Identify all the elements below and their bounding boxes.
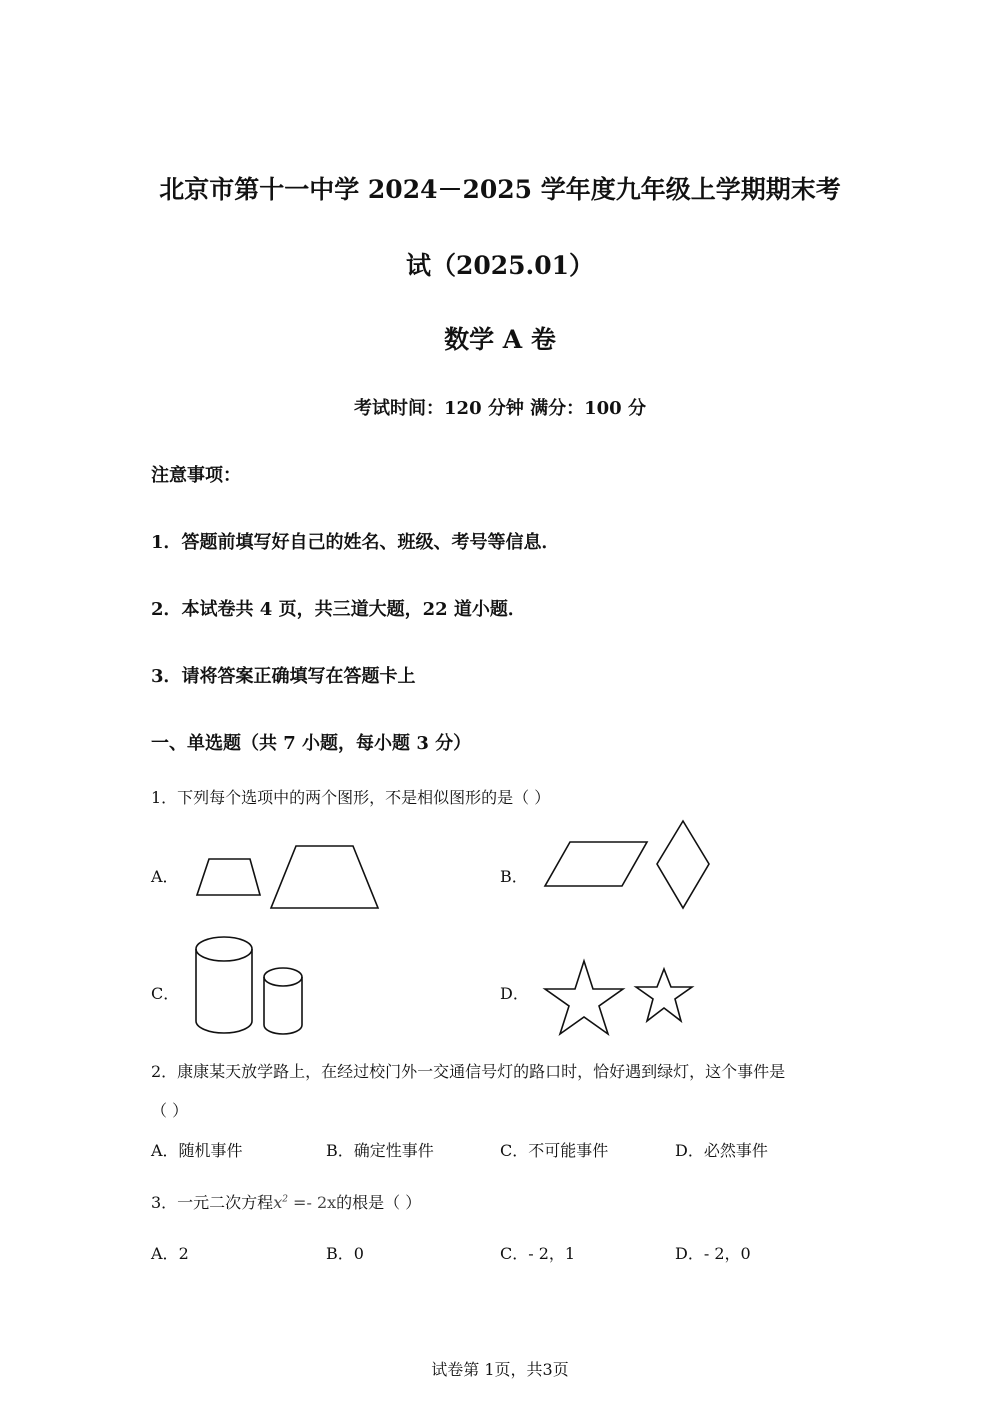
q2-option-b: B．确定性事件: [326, 1141, 434, 1160]
q1-option-b-label: B．: [500, 867, 528, 886]
q3-option-b-label: B．: [326, 1244, 354, 1263]
exam-title-line2: 试（2025.01）: [405, 251, 595, 280]
exam-subtitle: 数学 A 卷: [444, 325, 556, 354]
parallelogram-rhombus-icon: [540, 816, 720, 914]
q3-option-b-value: 0: [353, 1244, 364, 1263]
q2-option-a: A．随机事件: [151, 1141, 243, 1160]
q3-option-c-value: - 2，1: [528, 1244, 576, 1263]
q1-option-a-label: A．: [151, 867, 179, 886]
question-3-suffix: 的根是（ ）: [336, 1193, 422, 1212]
q3-option-a-label: A．: [151, 1244, 179, 1263]
notes-heading: 注意事项：: [151, 465, 241, 486]
exam-title-line1: 北京市第十一中学 2024－2025 学年度九年级上学期期末考: [159, 175, 841, 204]
section-heading: 一、单选题（共 7 小题，每小题 3 分）: [151, 733, 472, 754]
question-2-text-line1: 2．康康某天放学路上，在经过校门外一交通信号灯的路口时，恰好遇到绿灯，这个事件是: [151, 1062, 786, 1081]
cylinder-pair-icon: [190, 932, 310, 1037]
note-item-2: 2．本试卷共 4 页，共三道大题，22 道小题．: [151, 599, 526, 620]
q1-option-c-label: C．: [151, 984, 180, 1003]
equation-exponent: 2: [282, 1194, 288, 1205]
question-3-prefix: 3．一元二次方程: [151, 1193, 274, 1212]
q2-option-c: C．不可能事件: [500, 1141, 609, 1160]
question-2-text-line2: （ ）: [151, 1101, 189, 1120]
note-item-3: 3．请将答案正确填写在答题卡上: [151, 666, 416, 687]
question-3-text: [151, 1190, 421, 1213]
q3-option-a-value: 2: [178, 1244, 189, 1263]
exam-info: 考试时间：120 分钟 满分：100 分: [354, 398, 646, 419]
q3-option-b: [326, 1241, 364, 1264]
q3-option-c-label: C．: [500, 1244, 529, 1263]
q3-option-d-label: D．: [675, 1244, 704, 1263]
question-1-text: 1．下列每个选项中的两个图形，不是相似图形的是（ ）: [151, 788, 551, 807]
q3-option-c: [500, 1241, 575, 1264]
q3-option-d-value: - 2，0: [703, 1244, 751, 1263]
equation-base: x: [273, 1193, 283, 1212]
page-footer: 试卷第 1页，共3页: [431, 1360, 569, 1379]
equation-rest: =- 2x: [293, 1193, 337, 1212]
trapezoid-pair-icon: [190, 840, 385, 915]
note-item-1: 1．答题前填写好自己的姓名、班级、考号等信息．: [151, 532, 560, 553]
q2-option-d: D．必然事件: [675, 1141, 768, 1160]
q1-option-d-label: D．: [500, 984, 529, 1003]
star-pair-icon: [540, 955, 700, 1040]
q3-option-d: [675, 1241, 751, 1264]
q3-option-a: [151, 1241, 189, 1264]
